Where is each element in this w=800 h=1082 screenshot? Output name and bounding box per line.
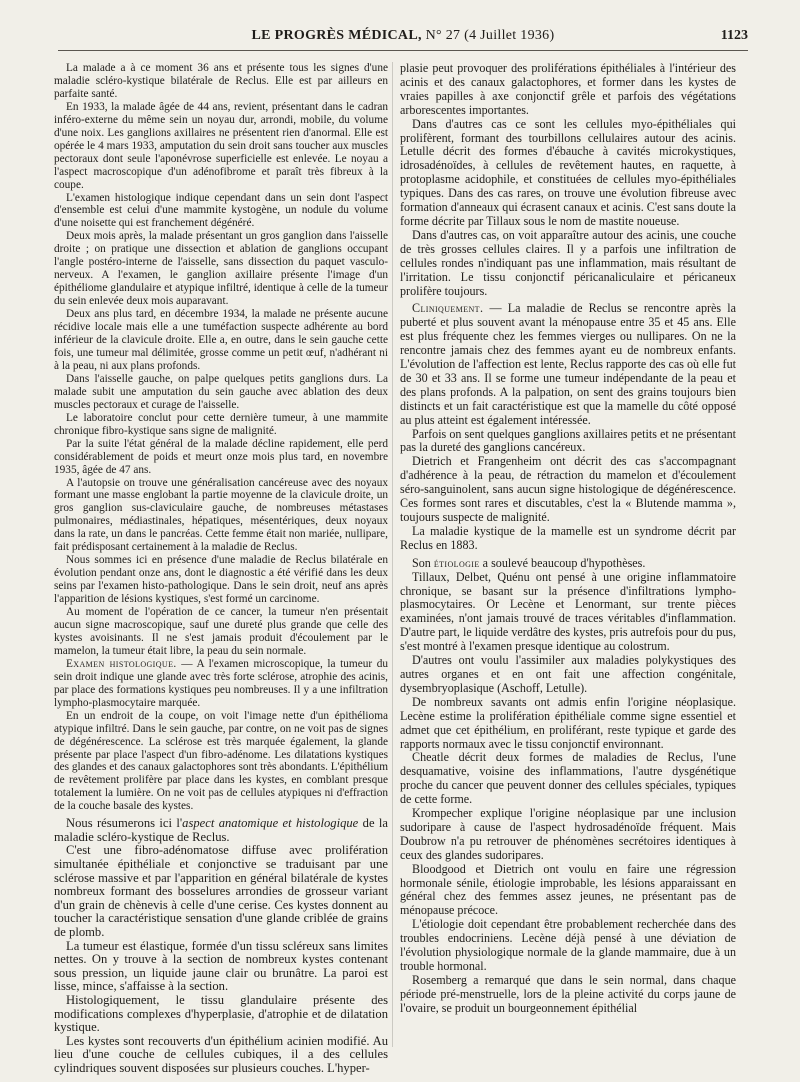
paragraph: Deux ans plus tard, en décembre 1934, la malade ne présente aucune récidive locale mais elle a une tuméfaction suspecte adhérente au bord inférieur de la clavicule droite. Elle a, en outre, dans le sein gauche cette fois, une tumeur mal délimitée, grosse comme un petit œuf, n'adhérant ni à la peau, ni aux plans profonds. <box>54 308 388 372</box>
summary-emphasis: aspect anatomique et histologique <box>182 816 359 831</box>
section-text: — La maladie de Reclus se rencontre après la puberté et plus souvent avant la ménopause entre 35 et 45 ans. Elle est plus fréquente chez les femmes vierges ou nullipares. On ne la rencontre jamais chez des femmes ayant eu de nombreux enfants. L'évolution de l'affection est lente, Reclus rapporte des cas où elle fut de 30 et 33 ans. Il se forme une tumeur indépendante de la peau et des plans profonds. A la palpation, on sent des grains toujours bien distincts et un fait caractéristique est que la mamelle du côté opposé au plus atteint est également intéressée. <box>400 301 736 427</box>
summary-text: Nous résumerons ici l' <box>66 816 183 831</box>
paragraph: Au moment de l'opération de ce cancer, la tumeur n'en présentait aucun signe macroscopique, sauf une dureté plus grande que celle des kystes avoisinants. Il ne s'est jamais produit d'écoulement par le mamelon, la tumeur était libre, la peau du sein normale. <box>54 606 388 657</box>
right-column <box>400 62 736 1016</box>
paragraph <box>54 658 388 710</box>
paragraph: Dans d'autres cas, on voit apparaître autour des acinis, une couche de très grosses cellules claires. Il y a parfois une infiltration de cellules rondes n'indiquant pas une inflammation, mais résultant de l'irritation. Le tissu conjonctif péricanaliculaire et péricaneux prolifère toujours. <box>400 227 736 298</box>
paragraph: C'est une fibro-adénomatose diffuse avec prolifération simultanée épithéliale et conjonctive se traduisant par une sclérose massive et par l'apparition en général bilatérale de kystes nombreux formant des bosselures arrondies de grosseur variant d'un grain de chènevis à celle d'une cerise. Ces kystes donnent au toucher la caractéristique sensation d'une glande criblée de grains de plomb. <box>54 843 388 940</box>
paragraph: Dans l'aisselle gauche, on palpe quelques petits ganglions durs. La malade subit une amputation du sein gauche avec ablation des deux muscles pectoraux et curage de l'aisselle. <box>54 372 388 411</box>
section-text: a soulevé beaucoup d'hypothèses. <box>479 555 646 570</box>
paragraph: Deux mois après, la malade présentant un gros ganglion dans l'aisselle droite ; on pratique une dissection et ablation de ganglions occupant l'angle postéro-interne de l'aisselle, sans dissection du paquet vasculo-nerveux. A l'examen, le ganglion axillaire présente l'image d'un épithéliome glandulaire et atypique infiltré, identique à celle de la tumeur du sein enlevée deux mois auparavant. <box>54 230 388 308</box>
paragraph: Le laboratoire conclut pour cette dernière tumeur, à une mammite chronique fibro-kystique sans signe de malignité. <box>54 411 388 437</box>
paragraph: La maladie kystique de la mamelle est un syndrome décrit par Reclus en 1883. <box>400 523 736 552</box>
summary-text-end: de la maladie scléro-kystique de Reclus. <box>54 816 388 844</box>
paragraph: La malade a à ce moment 36 ans et présente tous les signes d'une maladie scléro-kystique bilatérale de Reclus. Elle est par ailleurs en parfaite santé. <box>54 62 388 100</box>
paragraph: L'examen histologique indique cependant dans un sein dont l'aspect d'ensemble est celui d'une mammite kystogène, un nodule du volume d'une noisette qui est franchement dégénéré. <box>54 191 388 230</box>
paragraph: La tumeur est élastique, formée d'un tissu scléreux sans limites nettes. On y trouve à la section de nombreux kystes contenant sous pression, un liquide jaune clair ou brunâtre. La paroi est lisse, mince, s'affaisse à la section. <box>54 938 388 994</box>
paragraph <box>400 302 736 427</box>
paragraph: Dans d'autres cas ce sont les cellules myo-épithéliales qui prolifèrent, formant des tourbillons cellulaires autour des acinis. Letulle décrit des formes d'ébauche à cavités microkystiques, idrosadénoïdes, à cellules de revêtement hautes, en raquette, à protoplasme acidophile, et constituées de cellules myo-épithéliales typiques. Dans des cas rares, on trouve une évolution fibreuse avec formation d'anneaux qui écrasent canaux et acinis. C'est sans doute la forme décrite par Tillaux sous le nom de mastite noueuse. <box>400 116 736 228</box>
paragraph: Rosemberg a remarqué que dans le sein normal, dans chaque période pré-menstruelle, lors de la pleine activité du corps jaune de l'ovaire, se produit un bourgeonnement épithélial <box>400 972 736 1015</box>
paragraph: Dietrich et Frangenheim ont décrit des cas s'accompagnant d'adhérence à la peau, de rétraction du mamelon et d'écoulement séro-sanguinolent, sans aucun signe histologique de dégénérescence. Ces formes sont rares et discutables, c'est la « Blutende mamma », toujours suspecte de malignité. <box>400 454 736 524</box>
paragraph: A l'autopsie on trouve une généralisation cancéreuse avec des noyaux formant une masse englobant la partie moyenne de la clavicule droite, un gros ganglion sus-claviculaire gauche, de nombreuses métastases pulmonaires, médiastinales, hépatiques, mésentériques, deux noyaux dans la rate, un dans le pancréas. Cette femme était non mariée, nullipare, fait prédisposant certainement à la maladie de Reclus. <box>54 476 388 554</box>
section-text: — A l'examen microscopique, la tumeur du sein droit indique une glande avec très forte sclérose, atrophie des acinis, par place des formations kystiques peu nombreuses. Il y a une infiltration lympho-plasmocytaire marquée. <box>54 657 388 709</box>
paragraph: Histologiquement, le tissu glandulaire présente des modifications complexes d'hyperplasie, d'atrophie et de dilatation kystique. <box>54 993 388 1035</box>
page-header <box>58 28 748 51</box>
paragraph: En un endroit de la coupe, on voit l'image nette d'un épithélioma atypique infiltré. Dans le sein gauche, par contre, on ne voit pas de signes de dégénérescence. La sclérose est très marquée également, la glande présente par place l'aspect d'un fibro-adénome. Les dilatations kystiques des glandes et des canaux galactophores sont très abondants. L'épithélium de revêtement prolifère par place dans les kystes, en comblant presque totalement la lumière. On ne voit pas de cellules atypiques ni d'effraction de la couche basale des kystes. <box>54 709 388 813</box>
column-divider <box>392 62 393 1047</box>
paragraph: plasie peut provoquer des proliférations épithéliales à l'intérieur des acinis et des canaux galactophores, et former dans les kystes de vraies papilles à axe conjonctif grêle et parfois des végétations arborescentes importantes. <box>400 61 736 117</box>
running-title <box>58 28 748 44</box>
journal-name: LE PROGRÈS MÉDICAL, <box>251 28 422 43</box>
section-heading: étiologie <box>433 555 480 570</box>
paragraph <box>54 817 388 844</box>
paragraph: Parfois on sent quelques ganglions axillaires petits et ne présentant pas la dureté des ganglions cancéreux. <box>400 426 736 455</box>
paragraph: En 1933, la malade âgée de 44 ans, revient, présentant dans le cadran inféro-externe du même sein un noyau dur, arrondi, mobile, du volume d'une noix. Les ganglions axillaires ne présentent rien d'anormal. Elle est opérée le 4 mars 1933, amputation du sein droit sans toucher aux muscles pectoraux dont seule l'aponévrose superficielle est enlevée. Le noyau a l'aspect macroscopique d'un adénofibrome et paraît très fibreux à la coupe. <box>54 100 388 191</box>
paragraph: Krompecher explique l'origine néoplasique par une inclusion sudoripare à cause de l'aspect hydrosadénoïde fréquent. Mais Doubrow n'a pu retrouver de phénomènes secrétoires identiques à ceux des glandes sudoripares. <box>400 806 736 862</box>
paragraph: De nombreux savants ont admis enfin l'origine néoplasique. Lecène estime la prolifération épithéliale comme signe essentiel et admet que cet épithélium, en proliférant, reste typique et garde des rapports normaux avec le tissu conjonctif environnant. <box>400 694 736 751</box>
left-column <box>54 62 388 1076</box>
paragraph: Les kystes sont recouverts d'un épithélium acinien modifié. Au lieu d'une couche de cellules cubiques, il a des cellules cylindriques souvent disposées sur plusieurs couches. L'hyper- <box>54 1033 388 1075</box>
section-heading: Examen histologique. <box>66 657 177 670</box>
paragraph: L'étiologie doit cependant être probablement recherchée dans des troubles endocriniens. Lecène déjà pensé à une déviation de l'évolution physiologique normale de la glande mammaire, due à un trouble hormonal. <box>400 917 736 973</box>
paragraph: Par la suite l'état général de la malade décline rapidement, elle perd considérablement de poids et meurt onze mois plus tard, en novembre 1935, âgée de 47 ans. <box>54 437 388 476</box>
paragraph: Nous sommes ici en présence d'une maladie de Reclus bilatérale en évolution pendant onze ans, dont le diagnostic a été vérifié dans les deux seins par l'examen histo-pathologique. Dans le sein droit, neuf ans après l'apparition de lésions kystiques, s'est formé un carcinome. <box>54 554 388 606</box>
paragraph <box>400 557 736 571</box>
paragraph: D'autres ont voulu l'assimiler aux maladies polykystiques des autres organes et en ont fait une affection congénitale, dysembryoplasique (Aschoff, Letulle). <box>400 653 736 695</box>
paragraph: Bloodgood et Dietrich ont voulu en faire une régression hormonale sénile, étiologie improbable, les lésions apparaissant en général chez des femmes assez jeunes, ne présentant pas de ménopause précoce. <box>400 861 736 918</box>
issue-number: N° 27 (4 Juillet 1936) <box>425 28 555 43</box>
page-number: 1123 <box>720 28 748 43</box>
section-heading: Cliniquement. <box>412 301 484 316</box>
paragraph: Tillaux, Delbet, Quénu ont pensé à une origine inflammatoire chronique, se basant sur la présence d'infiltrations lympho-plasmocytaires. Or Lecène et Lenormant, sur trente pièces examinées, n'ont jamais trouvé de traces véritables d'inflammation. D'autre part, le liquide verdâtre des kystes, pris autrefois pour du pus, s'est montré à l'examen presque identique au colostrum. <box>400 569 737 654</box>
paragraph: Cheatle décrit deux formes de maladies de Reclus, l'une desquamative, voisine des inflammations, l'autre dysgénétique proche du cancer que peuvent donner des cellules spéciales, typiques de cette forme. <box>400 750 736 807</box>
section-prefix: Son <box>412 555 434 570</box>
